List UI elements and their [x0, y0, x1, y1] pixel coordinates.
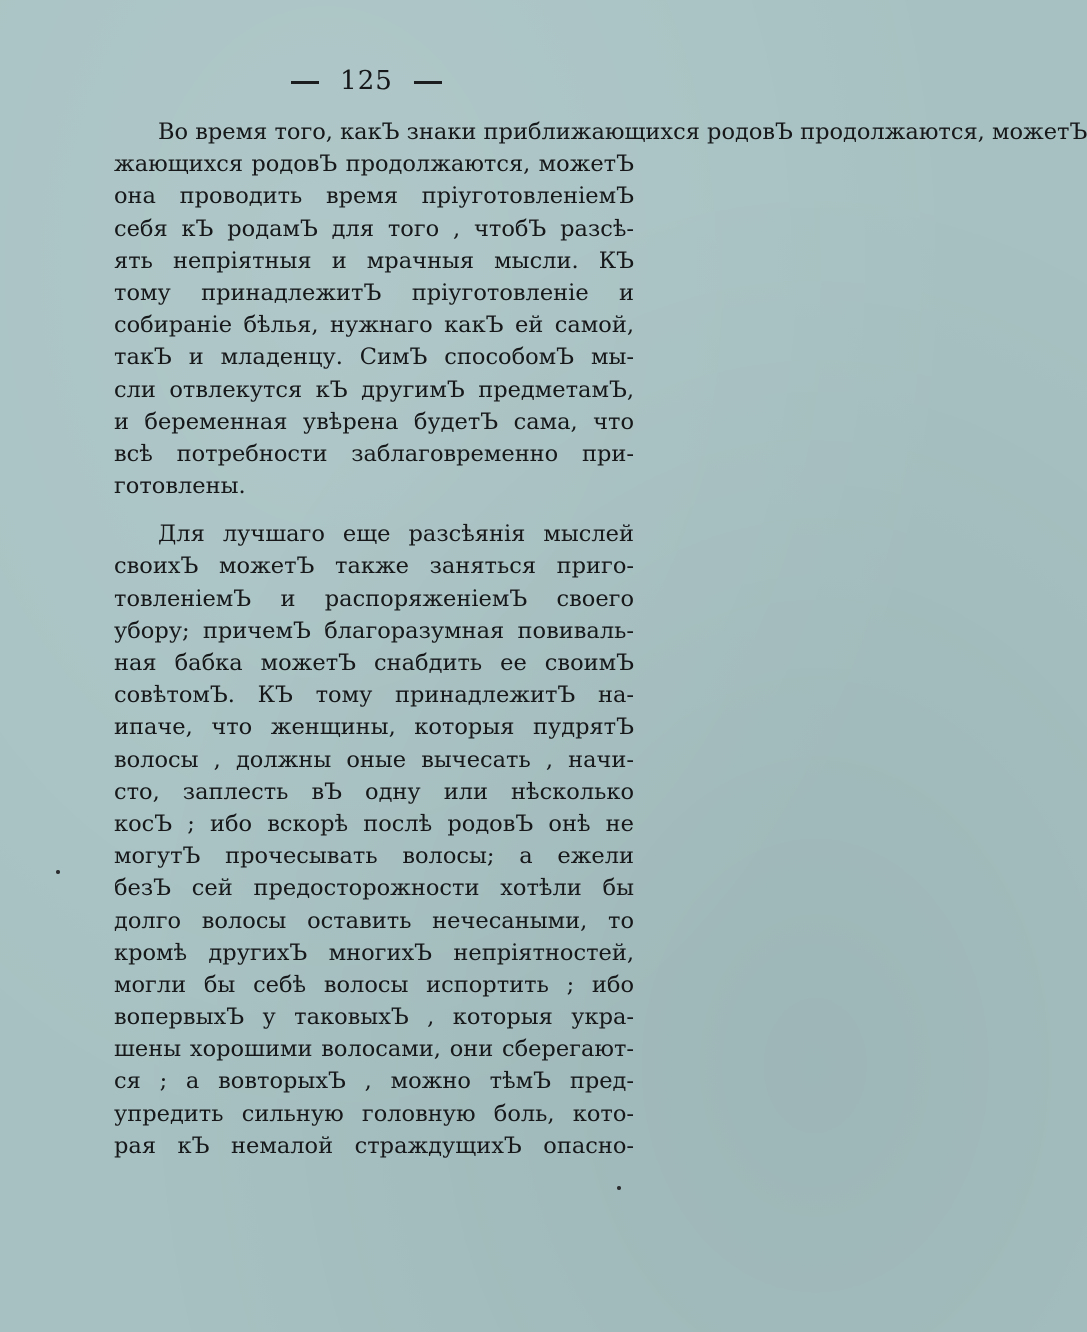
ink-speck — [617, 1186, 621, 1190]
text-line: кромѣ другихЪ многихЪ непріятностей, — [114, 939, 634, 966]
text-line: Во время того, какЪ знаки приближающихся родовЪ продолжаются, можетЪ — [158, 119, 1087, 145]
text-line: шены хорошими волосами, они сберегают- — [114, 1036, 634, 1063]
text-line: могутЪ прочесывать волосы; а ежели — [114, 843, 634, 870]
text-line: и беременная увѣрена будетЪ сама, что — [114, 408, 634, 435]
text-line: жающихся родовЪ продолжаются, можетЪ — [114, 151, 634, 178]
text-line: рая кЪ немалой страждущихЪ опасно- — [114, 1132, 634, 1159]
text-line: она проводить время пріуготовленіемЪ — [114, 183, 634, 210]
paragraph-2 — [114, 518, 634, 1162]
ink-speck — [56, 870, 60, 874]
text-line: себя кЪ родамЪ для того , чтобЪ разсѣ- — [114, 215, 634, 242]
text-line: своихЪ можетЪ также заняться приго- — [114, 553, 634, 580]
text-line: ся ; а вовторыхЪ , можно тѣмЪ пред- — [114, 1068, 634, 1095]
text-line: убору; причемЪ благоразумная повиваль- — [114, 617, 634, 644]
text-line: совѣтомЪ. КЪ тому принадлежитЪ на- — [114, 682, 634, 709]
text-line: товленіемЪ и распоряженіемЪ своего — [114, 585, 634, 612]
text-line: тому принадлежитЪ пріуготовленіе и — [114, 279, 634, 306]
text-line: вопервыхЪ у таковыхЪ , которыя укра- — [114, 1004, 634, 1031]
paragraph-gap — [114, 502, 634, 518]
text-line: готовлены. — [114, 473, 246, 500]
text-line: ять непріятныя и мрачныя мысли. КЪ — [114, 247, 634, 274]
text-line: ная бабка можетЪ снабдить ее своимЪ — [114, 650, 634, 676]
text-line: сто, заплесть вЪ одну или нѣсколько — [114, 778, 634, 805]
page-header — [0, 66, 733, 96]
text-line: ипаче, что женщины, которыя пудрятЪ — [114, 714, 634, 741]
text-line: сли отвлекутся кЪ другимЪ предметамЪ, — [114, 376, 634, 403]
header-dash-right — [414, 81, 442, 84]
text-line: всѣ потребности заблаговременно при- — [114, 440, 634, 467]
text-line: долго волосы оставить нечесаными, то — [114, 907, 634, 934]
page-number: 125 — [340, 66, 393, 96]
text-line: такЪ и младенцу. СимЪ способомЪ мы- — [114, 344, 634, 371]
paragraph-1 — [114, 116, 1087, 502]
text-line: Для лучшаго еще разсѣянія мыслей — [158, 521, 634, 548]
text-line: упредить сильную головную боль, кото- — [114, 1100, 634, 1127]
text-line: безЪ сей предосторожности хотѣли бы — [114, 875, 634, 902]
header-dash-left — [291, 81, 319, 84]
body-text — [114, 116, 1087, 1162]
text-line: могли бы себѣ волосы испортить ; ибо — [114, 971, 634, 998]
text-line: волосы , должны оные вычесать , начи- — [114, 746, 634, 773]
text-line: косЪ ; ибо вскорѣ послѣ родовЪ онѣ не — [114, 810, 634, 837]
text-line: собираніе бѣлья, нужнаго какЪ ей самой, — [114, 312, 634, 339]
